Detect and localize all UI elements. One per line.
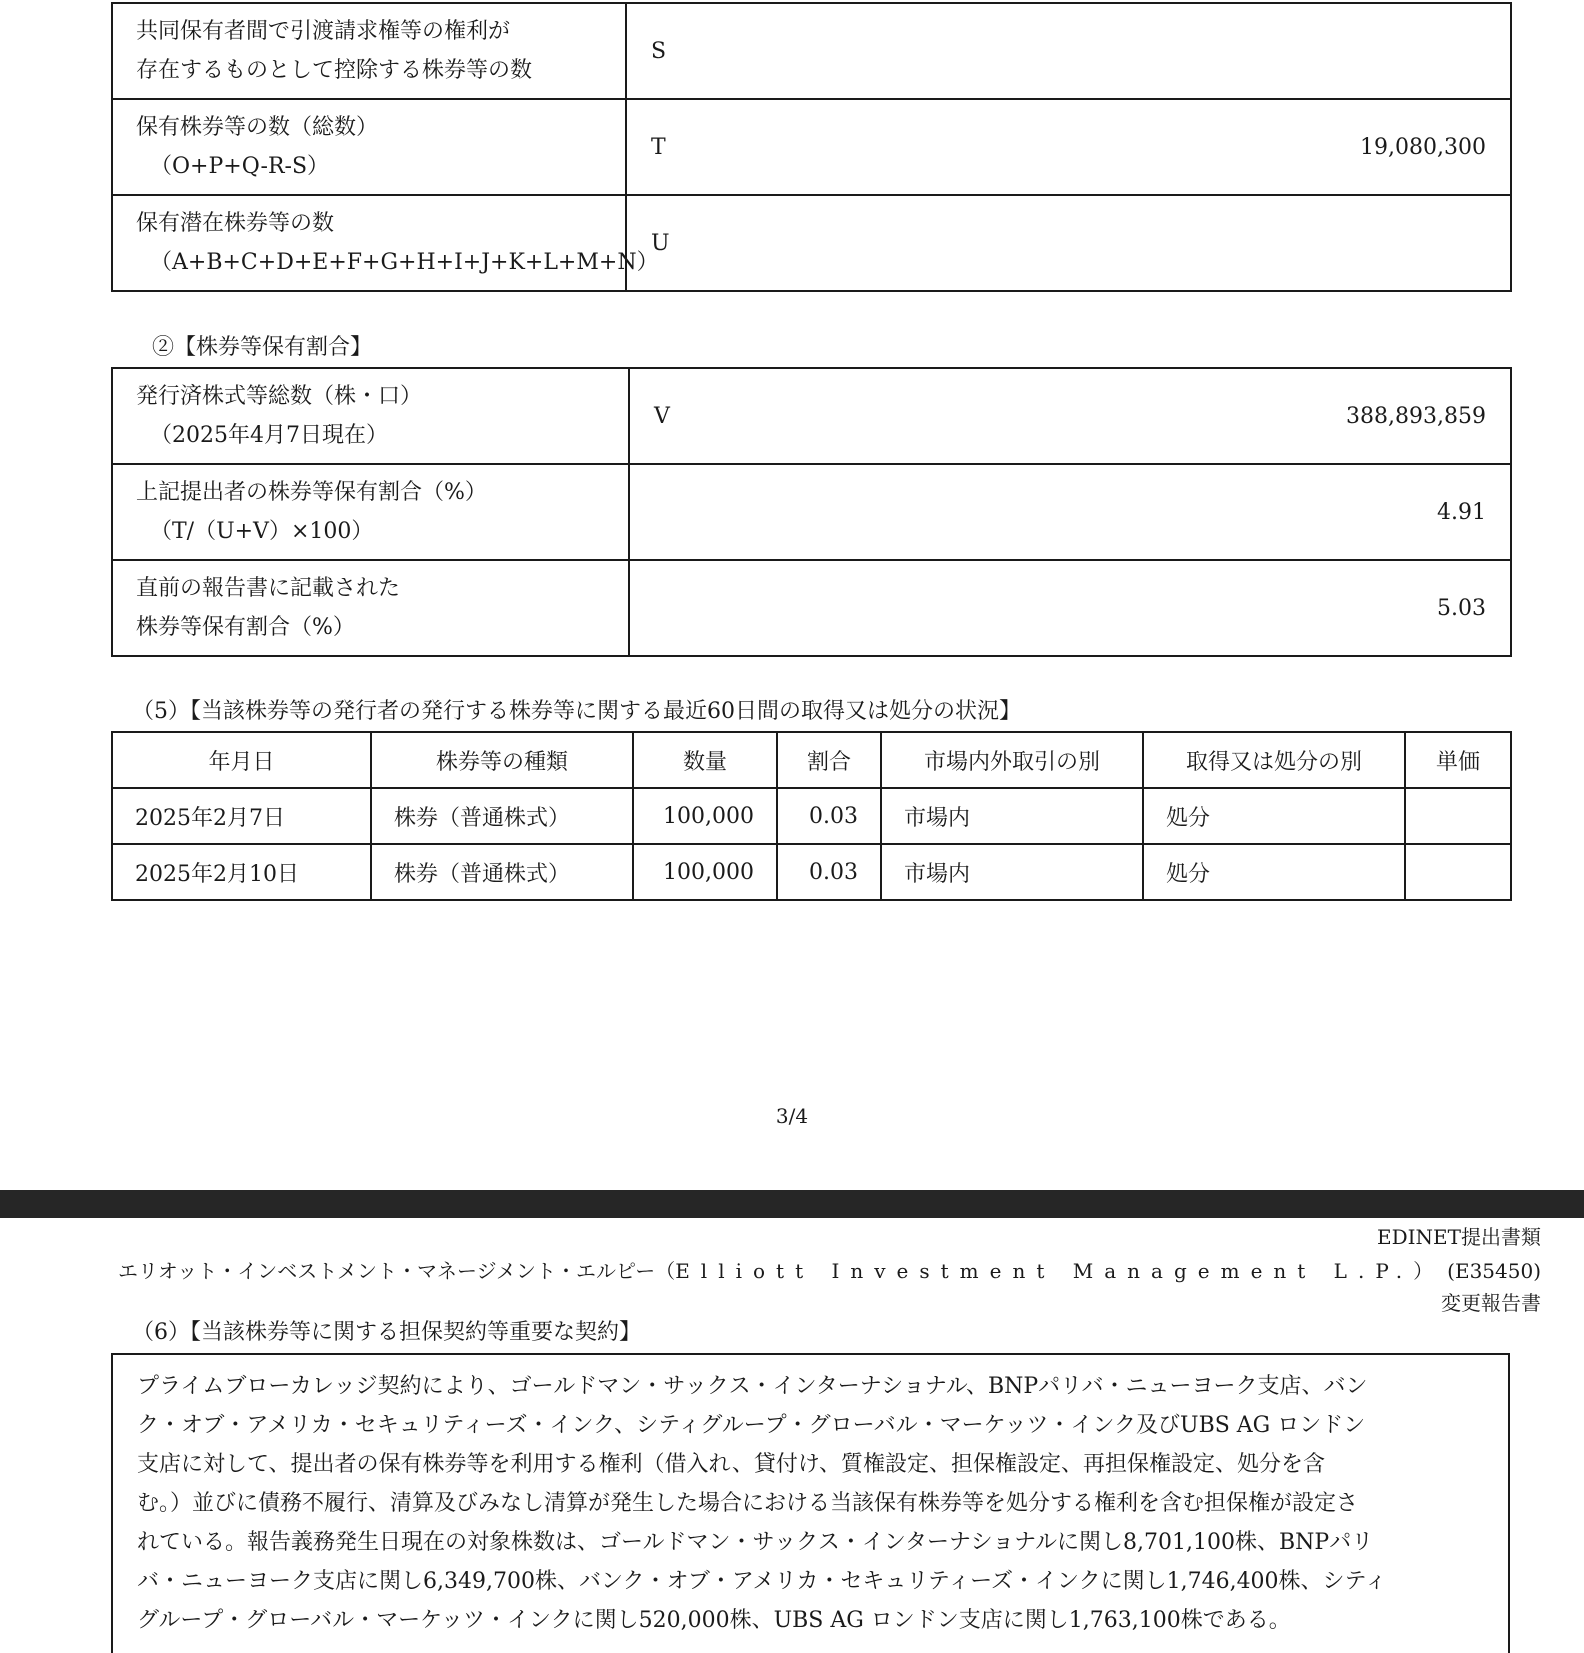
page-number: 3/4 (775, 1104, 809, 1128)
row-label: 上記提出者の株券等保有割合（%） （T/（U+V）×100） (112, 464, 629, 560)
section-heading-transactions: （5）【当該株券等の発行者の発行する株券等に関する最近60日間の取得又は処分の状況】 (132, 699, 1021, 724)
text-line: れている。報告義務発生日現在の対象株数は、ゴールドマン・サックス・インターナショナルに関し8,701,100株、BNPパリ (137, 1530, 1374, 1555)
section-heading-collateral: （6）【当該株券等に関する担保契約等重要な契約】 (132, 1320, 641, 1345)
text-line: む。）並びに債務不履行、清算及びみなし清算が発生した場合における当該保有株券等を処分する権利を含む担保権が設定さ (137, 1491, 1359, 1516)
text-line: プライムブローカレッジ契約により、ゴールドマン・サックス・インターナショナル、BNPパリバ・ニューヨーク支店、バン (137, 1374, 1368, 1399)
row-code: S (651, 38, 667, 64)
filer-name-close: ） (1413, 1259, 1434, 1283)
table-row (112, 844, 1511, 900)
table-row (112, 99, 1511, 195)
table-row (112, 560, 1511, 656)
column-header: 株券等の種類 (371, 732, 633, 788)
text-line: グループ・グローバル・マーケッツ・インクに関し520,000株、UBS AG ロンドン支店に関し1,763,100株である。 (137, 1608, 1291, 1633)
cell-price (1405, 788, 1511, 844)
row-value-cell (629, 464, 1511, 560)
column-header: 数量 (633, 732, 777, 788)
row-value: 19,080,300 (1360, 134, 1486, 160)
row-label: 保有株券等の数（総数） （O+P+Q-R-S） (112, 99, 626, 195)
filer-name-latin: Elliott Investment Management L.P. (675, 1259, 1414, 1283)
cell-action: 処分 (1143, 788, 1405, 844)
cell-type: 株券（普通株式） (371, 844, 633, 900)
cell-market: 市場内 (881, 788, 1143, 844)
row-value: 388,893,859 (1346, 403, 1486, 429)
cell-action: 処分 (1143, 844, 1405, 900)
row-label: 共同保有者間で引渡請求権等の権利が 存在するものとして控除する株券等の数 (112, 3, 626, 99)
text-line: 支店に対して、提出者の保有株券等を利用する権利（借入れ、貸付け、質権設定、担保権設定、再担保権設定、処分を含 (137, 1452, 1326, 1477)
filer-name (118, 1256, 1433, 1286)
cell-date: 2025年2月7日 (112, 788, 371, 844)
collateral-text-box (111, 1353, 1510, 1653)
table-row (112, 3, 1511, 99)
page-separator (0, 1190, 1584, 1218)
cell-ratio: 0.03 (777, 788, 881, 844)
row-value-cell (629, 368, 1511, 464)
text-line: ク・オブ・アメリカ・セキュリティーズ・インク、シティグループ・グローバル・マーケッツ・インク及びUBS AG ロンドン (137, 1413, 1366, 1438)
cell-type: 株券（普通株式） (371, 788, 633, 844)
cell-market: 市場内 (881, 844, 1143, 900)
cell-quantity: 100,000 (633, 788, 777, 844)
cell-ratio: 0.03 (777, 844, 881, 900)
cell-price (1405, 844, 1511, 900)
row-value-cell (626, 195, 1511, 291)
row-value-cell (629, 560, 1511, 656)
row-value-cell (626, 3, 1511, 99)
row-value: 5.03 (1437, 595, 1486, 621)
table-row (112, 788, 1511, 844)
ratio-table (111, 367, 1512, 657)
row-code: T (651, 134, 666, 160)
column-header: 割合 (777, 732, 881, 788)
transactions-table (111, 731, 1512, 901)
table-row (112, 368, 1511, 464)
column-header: 単価 (1405, 732, 1511, 788)
cell-date: 2025年2月10日 (112, 844, 371, 900)
table-row (112, 464, 1511, 560)
report-type: 変更報告書 (1441, 1291, 1541, 1315)
row-label: 保有潜在株券等の数 （A+B+C+D+E+F+G+H+I+J+K+L+M+N） (112, 195, 626, 291)
column-header: 市場内外取引の別 (881, 732, 1143, 788)
holdings-table (111, 2, 1512, 292)
row-code: U (651, 230, 670, 256)
column-header: 取得又は処分の別 (1143, 732, 1405, 788)
filer-code: (E35450) (1447, 1259, 1541, 1283)
cell-quantity: 100,000 (633, 844, 777, 900)
row-value: 4.91 (1437, 499, 1486, 525)
row-label: 直前の報告書に記載された 株券等保有割合（%） (112, 560, 629, 656)
filer-name-kana: エリオット・インベストメント・マネージメント・エルピー（ (118, 1259, 676, 1283)
row-code: V (654, 403, 670, 429)
table-row (112, 195, 1511, 291)
row-value-cell (626, 99, 1511, 195)
column-header: 年月日 (112, 732, 371, 788)
row-label: 発行済株式等総数（株・口） （2025年4月7日現在） (112, 368, 629, 464)
table-header-row (112, 732, 1511, 788)
section-heading-ratio: ②【株券等保有割合】 (152, 335, 373, 360)
edinet-label: EDINET提出書類 (1377, 1225, 1541, 1249)
text-line: バ・ニューヨーク支店に関し6,349,700株、バンク・オブ・アメリカ・セキュリティーズ・インクに関し1,746,400株、シティ (137, 1569, 1387, 1594)
